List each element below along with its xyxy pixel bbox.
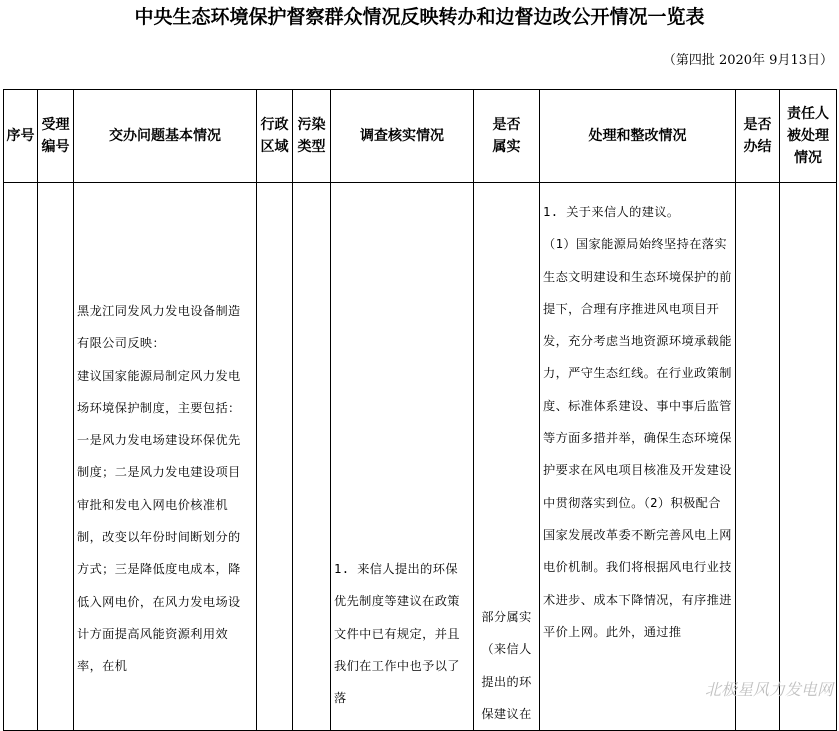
- cell-accept-no: [38, 183, 74, 731]
- table-row: [4, 183, 837, 731]
- cell-region: [257, 183, 293, 731]
- cell-pollution: [293, 183, 331, 731]
- header-issue: 交办问题基本情况: [74, 90, 257, 183]
- header-is-true: 是否 属实: [474, 90, 540, 183]
- handling-text: 1. 关于来信人的建议。 （1）国家能源局始终坚持在落实生态文明建设和生态环境保护的前提下，合理有序推进风电项目开发，充分考虑当地资源环境承载能力，严守生态红线。在行业政策制度、标准体系建设、事中事后监管等方面多措并举，确保生态环境保护要求在风电项目核准及开发建设中贯彻落实到位。（2）积极配合国家发展改革委不断完善风电上网电价机制。我们将根据风电行业技术进步、成本下降情况，有序推进平价上网。此外，通过推: [543, 205, 732, 639]
- investigation-text: 1. 来信人提出的环保优先制度等建议在政策文件中已有规定，并且我们在工作中也予以了落: [334, 562, 460, 706]
- header-responsible: 责任人 被处理 情况: [780, 90, 837, 183]
- header-seq: 序号: [4, 90, 38, 183]
- header-accept-no: 受理 编号: [38, 90, 74, 183]
- header-pollution: 污染 类型: [293, 90, 331, 183]
- header-region: 行政 区域: [257, 90, 293, 183]
- cell-is-closed: [736, 183, 780, 731]
- cell-responsible: [780, 183, 837, 731]
- disclosure-table: [3, 89, 837, 731]
- page-title: 中央生态环境保护督察群众情况反映转办和边督边改公开情况一览表: [134, 6, 705, 28]
- issue-text: 黑龙江同发风力发电设备制造有限公司反映： 建议国家能源局制定风力发电场环境保护制度，主要包括：一是风力发电场建设环保优先制度；二是风力发电建设项目审批和发电入网电价核准机制，改变以年份时间断划分的方式；三是降低度电成本，降低入网电价，在风力发电场设计方面提高风能资源利用效率，在机: [77, 304, 241, 674]
- batch-note: （第四批 2020年 9月13日）: [662, 53, 833, 68]
- cell-handling: [540, 183, 736, 731]
- header-investigation: 调查核实情况: [331, 90, 474, 183]
- cell-seq: [4, 183, 38, 731]
- table-header-row: [4, 90, 837, 183]
- header-handling: 处理和整改情况: [540, 90, 736, 183]
- is-true-text: 部分属实（来信人提出的环保建议在: [481, 610, 532, 721]
- watermark-logo: 北极星风力发电网: [704, 680, 833, 699]
- cell-is-true: [474, 183, 540, 731]
- cell-investigation: [331, 183, 474, 731]
- header-is-closed: 是否 办结: [736, 90, 780, 183]
- cell-issue: [74, 183, 257, 731]
